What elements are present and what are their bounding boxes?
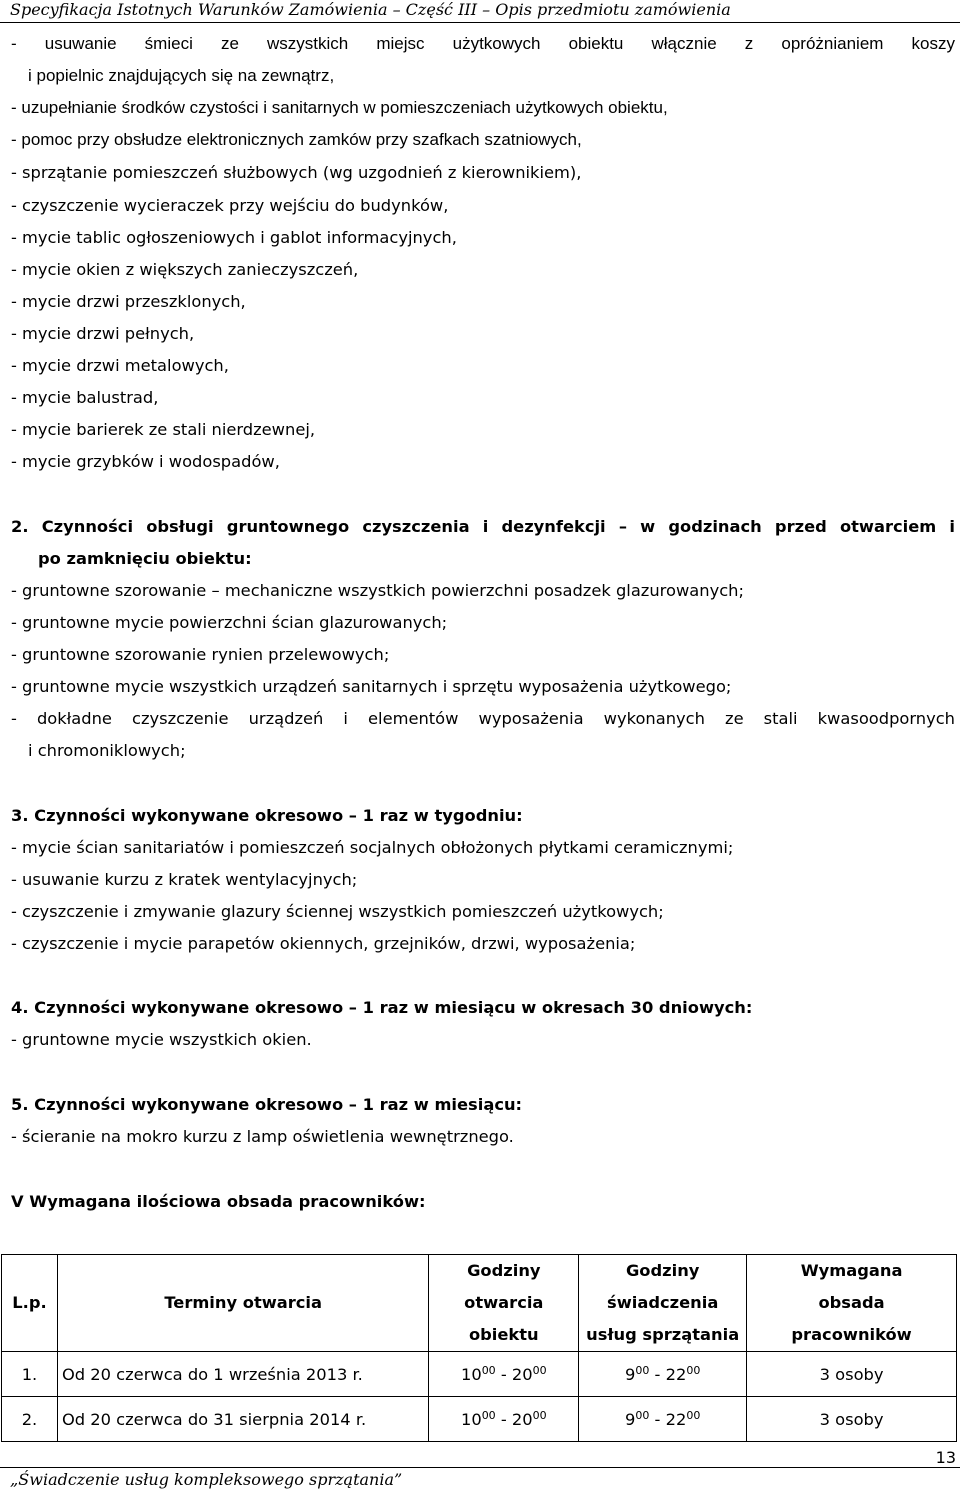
list-item: - mycie ścian sanitariatów i pomieszczeń socjalnych obłożonych płytkami ceramicznymi; xyxy=(11,838,734,857)
list-item: - gruntowne szorowanie rynien przelewowych; xyxy=(11,645,390,664)
list-item: - mycie barierek ze stali nierdzewnej, xyxy=(11,420,316,439)
cell-lp: 2. xyxy=(2,1397,58,1442)
list-item: - czyszczenie i mycie parapetów okiennych, grzejników, drzwi, wyposażenia; xyxy=(11,934,636,953)
column-header-lp: L.p. xyxy=(2,1255,58,1352)
section-heading: 5. Czynności wykonywane okresowo – 1 raz w miesiącu: xyxy=(11,1095,523,1114)
header-divider xyxy=(0,22,960,23)
list-item: - sprzątanie pomieszczeń służbowych (wg uzgodnień z kierownikiem), xyxy=(11,163,582,182)
staffing-table xyxy=(1,1254,957,1442)
list-item: - gruntowne mycie wszystkich urządzeń sanitarnych i sprzętu wyposażenia użytkowego; xyxy=(11,677,732,696)
list-item: - gruntowne mycie powierzchni ścian glazurowanych; xyxy=(11,613,448,632)
cell-lp: 1. xyxy=(2,1352,58,1397)
list-item: - gruntowne mycie wszystkich okien. xyxy=(11,1030,312,1049)
list-item: - mycie okien z większych zanieczyszczeń, xyxy=(11,260,359,279)
list-item: - mycie drzwi przeszklonych, xyxy=(11,292,246,311)
list-item: - usuwanie kurzu z kratek wentylacyjnych; xyxy=(11,870,358,889)
table-row xyxy=(2,1397,957,1442)
section-heading: 2. Czynności obsługi gruntownego czyszczenia i dezynfekcji – w godzinach przed otwarciem i xyxy=(11,517,955,536)
table-row xyxy=(2,1352,957,1397)
list-item: - mycie balustrad, xyxy=(11,388,159,407)
column-header-terms: Terminy otwarcia xyxy=(57,1255,428,1352)
list-item: - uzupełnianie środków czystości i sanitarnych w pomieszczeniach użytkowych obiektu, xyxy=(11,98,668,117)
list-item: - ścieranie na mokro kurzu z lamp oświetlenia wewnętrznego. xyxy=(11,1127,514,1146)
cell-staff: 3 osoby xyxy=(747,1397,957,1442)
list-item: - mycie drzwi metalowych, xyxy=(11,356,229,375)
page-number: 13 xyxy=(935,1448,956,1467)
cell-term: Od 20 czerwca do 31 sierpnia 2014 r. xyxy=(57,1397,428,1442)
staffing-heading: V Wymagana ilościowa obsada pracowników: xyxy=(11,1192,426,1211)
column-header-service-hours: Godziny świadczenia usług sprzątania xyxy=(579,1255,747,1352)
cell-open-hours: $10^{00} - 20^{00}$ xyxy=(429,1397,579,1442)
footer-divider xyxy=(0,1467,960,1468)
section-heading: 4. Czynności wykonywane okresowo – 1 raz w miesiącu w okresach 30 dniowych: xyxy=(11,998,753,1017)
list-item: - mycie tablic ogłoszeniowych i gablot informacyjnych, xyxy=(11,228,457,247)
cell-staff: 3 osoby xyxy=(747,1352,957,1397)
section-heading: 3. Czynności wykonywane okresowo – 1 raz w tygodniu: xyxy=(11,806,523,825)
list-item: - gruntowne szorowanie – mechaniczne wszystkich powierzchni posadzek glazurowanych; xyxy=(11,581,744,600)
list-item: - czyszczenie i zmywanie glazury ściennej wszystkich pomieszczeń użytkowych; xyxy=(11,902,664,921)
list-item: - czyszczenie wycieraczek przy wejściu do budynków, xyxy=(11,196,449,215)
list-item: - mycie grzybków i wodospadów, xyxy=(11,452,280,471)
column-header-open-hours: Godziny otwarcia obiektu xyxy=(429,1255,579,1352)
list-item: - usuwanie śmieci ze wszystkich miejsc użytkowych obiektu włącznie z opróżnianiem koszy xyxy=(11,34,955,53)
table-header-row xyxy=(2,1255,957,1352)
page-header-title: Specyfikacja Istotnych Warunków Zamówienia – Część III – Opis przedmiotu zamówienia xyxy=(10,0,731,19)
cell-open-hours: $10^{00} - 20^{00}$ xyxy=(429,1352,579,1397)
cell-service-hours: $9^{00} - 22^{00}$ xyxy=(579,1397,747,1442)
list-item: - dokładne czyszczenie urządzeń i elementów wyposażenia wykonanych ze stali kwasoodpornych xyxy=(11,709,955,728)
cell-service-hours: $9^{00} - 22^{00}$ xyxy=(579,1352,747,1397)
list-item: - mycie drzwi pełnych, xyxy=(11,324,195,343)
page-footer-text: „Świadczenie usług kompleksowego sprzątania” xyxy=(10,1470,403,1489)
column-header-staff: Wymagana obsada pracowników xyxy=(747,1255,957,1352)
list-item: - pomoc przy obsłudze elektronicznych zamków przy szafkach szatniowych, xyxy=(11,130,582,149)
list-item: i popielnic znajdujących się na zewnątrz, xyxy=(28,66,335,85)
section-heading: po zamknięciu obiektu: xyxy=(38,549,252,568)
list-item: i chromoniklowych; xyxy=(28,741,186,760)
cell-term: Od 20 czerwca do 1 września 2013 r. xyxy=(57,1352,428,1397)
